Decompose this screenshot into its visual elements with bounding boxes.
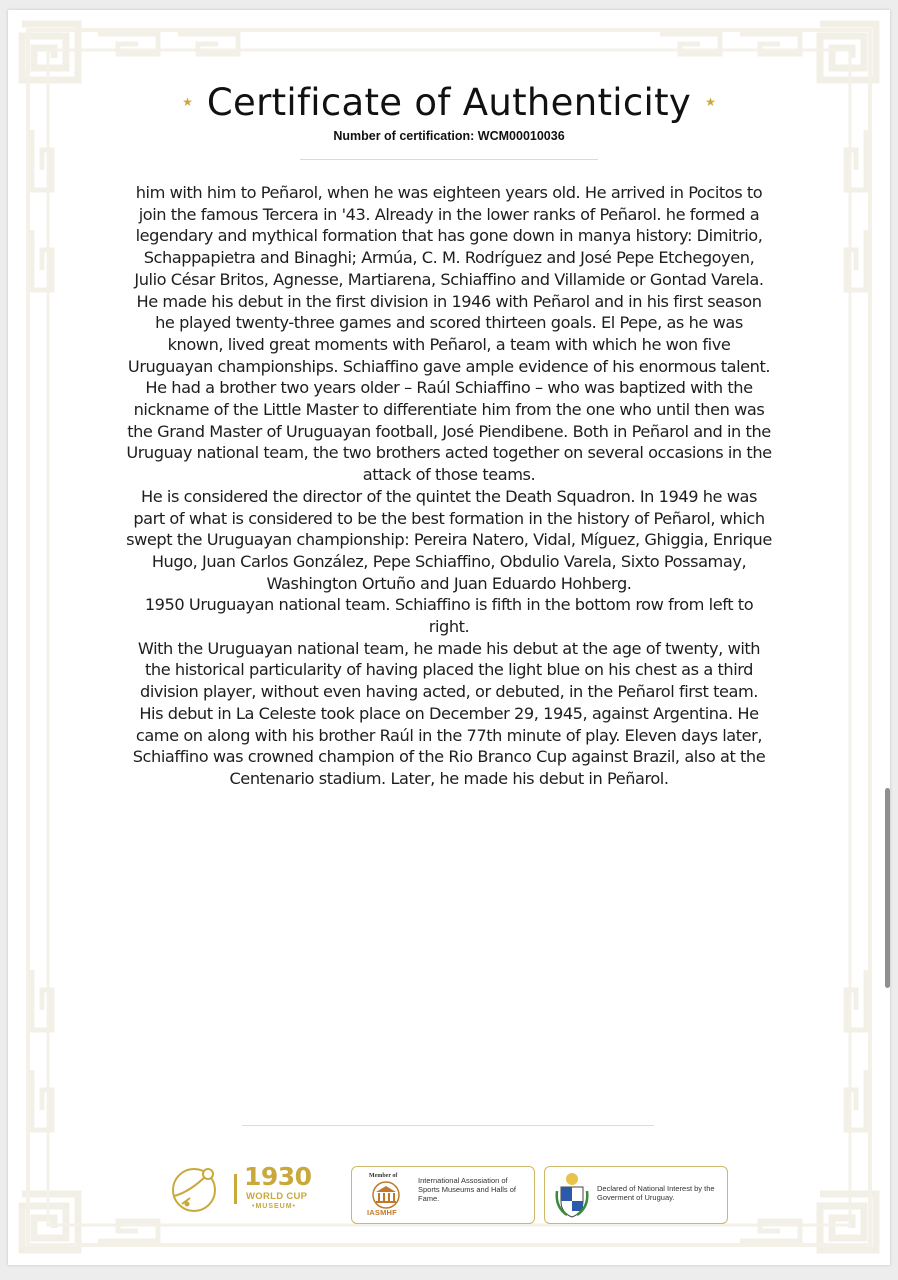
certificate-title: Certificate of Authenticity (206, 80, 692, 124)
national-interest-description: Declared of National Interest by the Goverment of Uruguay. (597, 1184, 715, 1202)
soccer-ball-emblem-icon (168, 1164, 224, 1216)
world-cup-museum-logo (168, 1160, 333, 1224)
star-icon: ★ (705, 95, 716, 109)
title-divider (300, 159, 598, 160)
certificate-page (8, 10, 890, 1265)
body-paragraph: He made his debut in the first division in 1946 with Peñarol and in his first season he played twenty-three games and scored thirteen goals. El Pepe, as he was known, lived great moments with Peñarol, a team with which he won five Uruguayan championships. Schiaffino gave ample evidence of his enormous talent. He had a brother two years older – Raúl Schiaffino – who was baptized with the nickname of the Little Master to differentiate him from the one who until then was the Grand Master of Uruguayan football, José Piendibene. Both in Peñarol and in the Uruguay national team, the two brothers acted together on several occasions in the attack of those teams. (126, 291, 772, 485)
iasmhf-description: International Assosiation of Sports Museums and Halls of Fame. (418, 1176, 516, 1203)
body-paragraph: him with him to Peñarol, when he was eighteen years old. He arrived in Pocitos to join the famous Tercera in '43. Already in the lower ranks of Peñarol. he formed a legendary and mythical formation that has gone down in manya history: Dimitrio, Schappapietra and Binaghi; Armúa, C. M. Rodríguez and José Pepe Etchegoyen, Julio César Britos, Agnesse, Martiarena, Schiaffino and Villamide or Gontad Varela. (134, 183, 764, 289)
footer-divider (242, 1125, 654, 1126)
body-paragraph: 1950 Uruguayan national team. Schiaffino is fifth in the bottom row from left to right. (144, 595, 754, 637)
certificate-body (126, 182, 772, 790)
national-interest-badge (544, 1166, 728, 1224)
scrollbar-thumb[interactable] (885, 788, 890, 988)
body-paragraph: With the Uruguayan national team, he made his debut at the age of twenty, with the historical particularity of having placed the light blue on his chest as a third division player, without even having acted, or debuted, in the Peñarol first team. His debut in La Celeste took place on December 29, 1945, against Argentina. He came on along with his brother Raúl in the 77th minute of play. Eleven days later, Schiaffino was crowned champion of the Rio Branco Cup against Brazil, also at the Centenario stadium. Later, he made his debut in Peñarol. (132, 638, 766, 788)
star-icon: ★ (182, 95, 193, 109)
member-of-label: Member of (369, 1173, 398, 1179)
logo-museum: •MUSEUM• (252, 1203, 297, 1210)
certification-number: Number of certification: WCM00010036 (333, 129, 565, 143)
logo-world-cup: WORLD CUP (246, 1191, 308, 1202)
title-row (8, 72, 890, 132)
certificate-footer (8, 1160, 890, 1230)
iasmhf-badge (351, 1166, 535, 1224)
iasmhf-label: IASMHF (367, 1208, 397, 1217)
museum-columns-icon (366, 1181, 406, 1209)
logo-separator (234, 1174, 237, 1204)
body-paragraph: He is considered the director of the quintet the Death Squadron. In 1949 he was part of what is considered to be the best formation in the history of Peñarol, which swept the Uruguayan championship: Pereira Natero, Vidal, Míguez, Ghiggia, Enrique Hugo, Juan Carlos González, Pepe Schiaffino, Obdulio Varela, Sixto Possamay, Washington Ortuño and Juan Eduardo Hohberg. (126, 486, 772, 593)
uruguay-coat-of-arms-icon (553, 1171, 591, 1219)
logo-year: 1930 (244, 1162, 312, 1191)
